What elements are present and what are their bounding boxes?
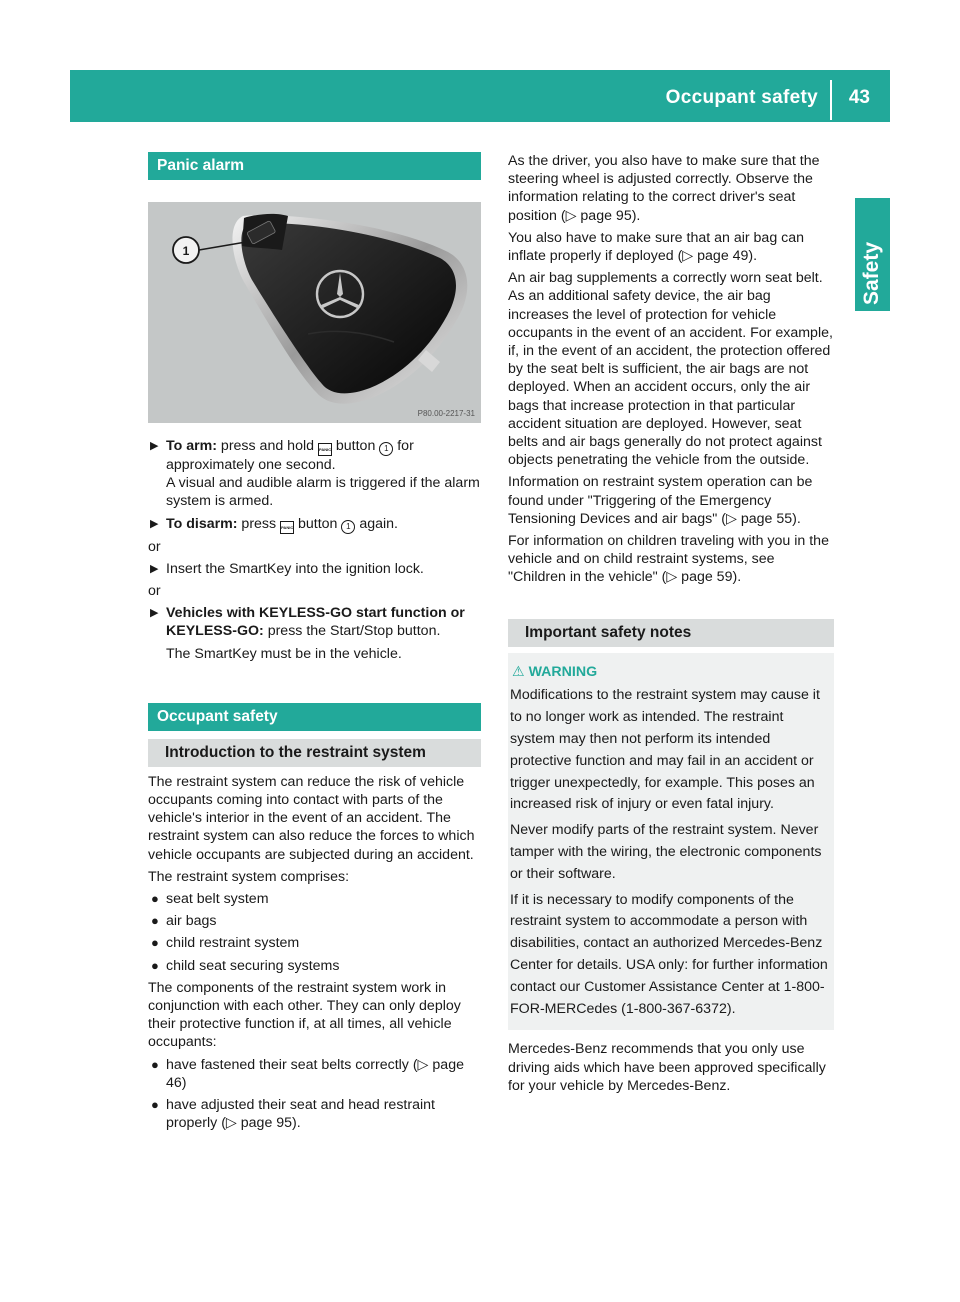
bullet-icon: ●	[151, 1097, 159, 1113]
component-text: air bags	[166, 913, 217, 930]
to-disarm-text-a: press	[237, 515, 281, 532]
keyless-text: press the Start/Stop button.	[263, 623, 441, 640]
or-separator-2: or	[148, 583, 161, 600]
callout-1-icon: 1	[341, 520, 355, 534]
warning-paragraph-3: If it is necessary to modify components of the restraint system to accommodate a person with disabilities, contact an authorized Mercedes-Benz Center for details. USA only: for further information contact our Customer Assistance Center at 1-800-FOR-MERCedes (1-800-367-6372).	[510, 891, 828, 1017]
step-arrow-icon: ▶	[150, 440, 159, 452]
condition-text[interactable]: have adjusted their seat and head restraint properly (▷ page 95).	[166, 1097, 435, 1132]
safety-notes-heading: Important safety notes	[508, 619, 834, 647]
body-paragraph-5[interactable]: For information on children traveling with you in the vehicle and on child restraint systems, see "Children in the vehicle" (▷ page 59).	[508, 533, 829, 586]
keyless-note: The SmartKey must be in the vehicle.	[166, 645, 402, 662]
insert-key-text: Insert the SmartKey into the ignition lock.	[166, 560, 424, 577]
step-arrow-icon: ▶	[150, 517, 159, 530]
to-arm-label: To arm:	[166, 438, 217, 454]
insert-key-step	[148, 560, 481, 578]
left-column	[148, 152, 481, 1136]
list-item	[148, 1056, 481, 1092]
warning-box	[508, 653, 834, 1031]
warning-paragraph-1: Modifications to the restraint system may cause it to no longer work as intended. The restraint system may then not perform its intended protective function and may fail in an accident or trigger unexpectedly, for example. This poses an increased risk of injury or even fatal injury.	[510, 687, 820, 813]
step-arrow-icon: ▶	[150, 562, 159, 575]
header-divider	[830, 80, 832, 120]
list-item	[148, 934, 481, 952]
warning-paragraph-2: Never modify parts of the restraint system. Never tamper with the wiring, the electronic components or their software.	[510, 822, 822, 882]
warning-title: WARNING	[528, 663, 598, 680]
panic-key-icon: PANIC	[318, 443, 332, 456]
to-arm-text-a: press and hold	[216, 438, 318, 454]
side-tab-label: Safety	[860, 241, 883, 305]
to-disarm-step	[148, 515, 481, 534]
to-disarm-text-c: again.	[355, 515, 399, 532]
component-text: child seat securing systems	[166, 957, 340, 974]
photo-callout-1: 1	[182, 244, 190, 258]
smartkey-illustration	[148, 202, 481, 423]
to-arm-text-b: button	[331, 438, 380, 454]
bullet-icon: ●	[151, 1056, 159, 1072]
bullet-icon: ●	[151, 913, 159, 929]
list-item	[148, 957, 481, 975]
body-paragraph-6: Mercedes-Benz recommends that you only use driving aids which have been approved specifically for your vehicle by Mercedes-Benz.	[508, 1041, 826, 1094]
occupant-safety-heading: Occupant safety	[148, 703, 481, 731]
bullet-icon: ●	[151, 891, 159, 907]
or-separator-1: or	[148, 538, 161, 555]
keyless-label: Vehicles with KEYLESS-GO start function or KEYLESS-GO:	[166, 605, 465, 640]
warning-header	[512, 661, 828, 684]
keyless-step	[148, 604, 481, 663]
page-header-bar	[70, 70, 890, 122]
photo-reference-code: P80.00-2217-31	[417, 409, 475, 418]
to-arm-result: A visual and audible alarm is triggered if the alarm system is armed.	[166, 475, 480, 510]
panic-alarm-heading: Panic alarm	[148, 152, 481, 180]
intro-paragraph-1: The restraint system can reduce the risk of vehicle occupants coming into contact with parts of the vehicle's interior in the event of an accident. The restraint system can also reduce the forces to which vehicle occupants are subjected during an accident.	[148, 773, 475, 863]
bullet-icon: ●	[151, 935, 159, 951]
smartkey-photo	[148, 202, 481, 423]
intro-restraint-heading: Introduction to the restraint system	[148, 739, 481, 767]
to-arm-text-c: for approximately one second.	[166, 438, 414, 473]
list-item	[148, 890, 481, 908]
body-paragraph-2[interactable]: You also have to make sure that an air bag can inflate properly if deployed (▷ page 49).	[508, 229, 805, 265]
body-paragraph-1[interactable]: As the driver, you also have to make sure that the steering wheel is adjusted correctly. Observe the information relating to the correct driver's seat position (▷ page 95).	[508, 153, 820, 224]
right-column	[508, 152, 834, 1099]
header-section-title: Occupant safety	[665, 87, 818, 108]
body-paragraph-3: An air bag supplements a correctly worn seat belt. As an additional safety device, the air bag increases the level of protection for vehicle occupants in the event of an accident. For example, if, in the event of an accident, the protection offered by the seat belt is sufficient, the air bags are not deployed. When an accident occurs, only the air bags that increase protection in that particular accident situation are deployed. However, seat belts and air bags generally do not protect against objects penetrating the vehicle from the outside.	[508, 270, 833, 469]
callout-1-icon: 1	[379, 442, 393, 456]
bullet-icon: ●	[151, 957, 159, 973]
to-arm-step	[148, 437, 481, 511]
component-text: seat belt system	[166, 891, 269, 908]
side-chapter-tab[interactable]	[855, 198, 890, 311]
step-arrow-icon: ▶	[150, 607, 159, 620]
list-item	[148, 1096, 481, 1132]
to-disarm-label: To disarm:	[166, 515, 238, 532]
intro-paragraph-3: The components of the restraint system work in conjunction with each other. They can only deploy their protective function if, at all times, all vehicle occupants:	[148, 979, 461, 1051]
component-text: child restraint system	[166, 935, 300, 952]
page-number: 43	[848, 87, 870, 108]
panic-key-icon: PANIC	[280, 521, 294, 534]
body-paragraph-4[interactable]: Information on restraint system operation can be found under "Triggering of the Emergency Tensioning Devices and air bags" (▷ page 55).	[508, 474, 813, 527]
list-item	[148, 912, 481, 930]
warning-icon: ⚠	[512, 662, 525, 679]
intro-paragraph-2: The restraint system comprises:	[148, 868, 350, 885]
to-disarm-text-b: button	[294, 515, 342, 532]
condition-text[interactable]: have fastened their seat belts correctly (▷ page 46)	[166, 1056, 464, 1091]
